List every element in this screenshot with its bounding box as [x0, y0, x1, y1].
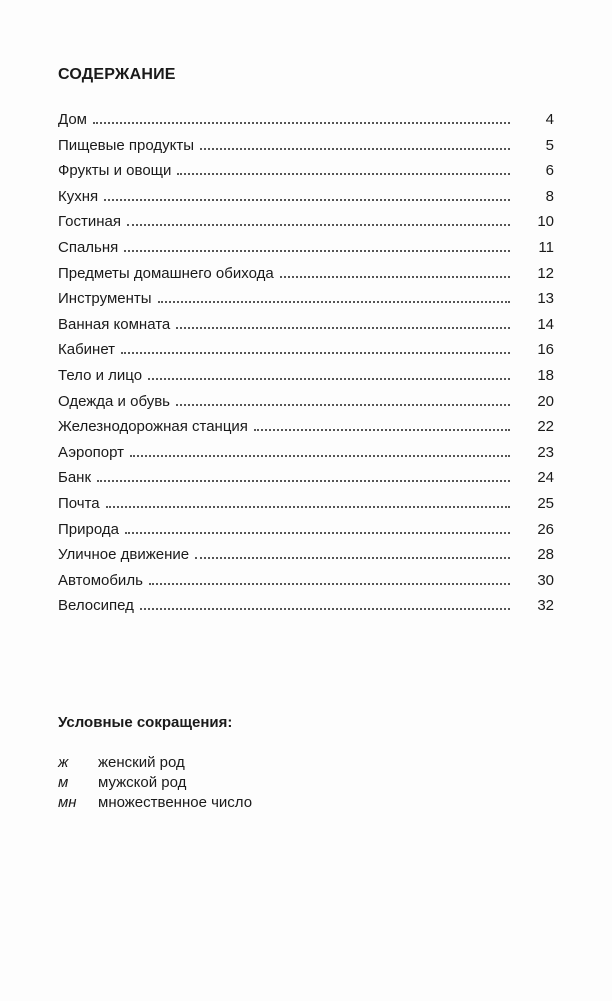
toc-entry-label: Фрукты и овощи [58, 162, 172, 180]
toc-leader-dots [97, 479, 510, 482]
toc-leader-dots [104, 198, 510, 201]
toc-entry[interactable] [58, 542, 554, 568]
toc-entry-page: 4 [545, 111, 554, 128]
toc-entry[interactable] [58, 209, 554, 235]
toc-leader-dots [106, 505, 510, 508]
toc-entry-label: Ванная комната [58, 315, 171, 333]
toc-leader-dots [93, 121, 510, 124]
toc-title: СОДЕРЖАНИЕ [58, 66, 176, 83]
toc-entry-page: 13 [537, 290, 554, 308]
toc-entry-page: 14 [537, 315, 554, 333]
toc-entry-label: Спальня [58, 238, 119, 256]
toc-entry-label: Банк [58, 469, 92, 487]
toc-entry[interactable] [58, 286, 554, 312]
toc-entry[interactable] [58, 107, 554, 133]
abbreviation-value: мужской род [98, 774, 187, 791]
toc-entry-label: Гостиная [58, 213, 121, 231]
abbreviation-key: мн [58, 794, 77, 811]
toc-list [58, 107, 554, 619]
toc-entry[interactable] [58, 414, 554, 440]
toc-leader-dots [125, 531, 510, 534]
toc-leader-dots [200, 147, 510, 150]
toc-entry-page: 20 [537, 392, 554, 410]
toc-entry[interactable] [58, 568, 554, 594]
toc-leader-dots [130, 454, 510, 457]
toc-entry-label: Почта [58, 494, 100, 512]
toc-entry-label: Велосипед [58, 597, 134, 615]
toc-entry-label: Дом [58, 111, 87, 128]
toc-entry[interactable] [58, 158, 554, 184]
toc-entry[interactable] [58, 312, 554, 338]
toc-entry-page: 30 [537, 571, 554, 589]
toc-leader-dots [195, 556, 510, 559]
toc-entry[interactable] [58, 491, 554, 517]
toc-entry[interactable] [58, 440, 554, 466]
toc-leader-dots [280, 275, 510, 278]
toc-entry-page: 18 [537, 366, 554, 384]
toc-entry[interactable] [58, 261, 554, 287]
toc-leader-dots [158, 300, 510, 303]
toc-entry-page: 28 [537, 546, 554, 564]
toc-entry-label: Аэропорт [58, 443, 125, 461]
abbreviation-value: женский род [98, 754, 185, 771]
toc-entry-label: Автомобиль [58, 571, 143, 589]
toc-entry-label: Пищевые продукты [58, 136, 195, 154]
toc-leader-dots [177, 172, 510, 175]
toc-entry-label: Тело и лицо [58, 366, 143, 384]
toc-entry-page: 25 [537, 494, 554, 512]
toc-entry[interactable] [58, 337, 554, 363]
toc-entry-label: Уличное движение [58, 546, 190, 564]
toc-entry[interactable] [58, 517, 554, 543]
abbreviation-key: м [58, 774, 69, 791]
toc-entry-label: Природа [58, 520, 119, 538]
toc-entry-page: 10 [537, 213, 554, 231]
abbreviation-item [58, 793, 252, 813]
toc-entry-page: 8 [545, 187, 554, 205]
toc-leader-dots [149, 582, 510, 585]
toc-leader-dots [124, 249, 510, 252]
toc-leader-dots [148, 377, 510, 380]
toc-entry[interactable] [58, 389, 554, 415]
toc-entry[interactable] [58, 363, 554, 389]
toc-entry-page: 24 [537, 469, 554, 487]
toc-entry[interactable] [58, 593, 554, 619]
toc-leader-dots [140, 607, 510, 610]
toc-leader-dots [254, 428, 510, 431]
toc-entry-label: Кухня [58, 187, 99, 205]
toc-entry[interactable] [58, 133, 554, 159]
toc-entry-page: 32 [537, 597, 554, 615]
toc-leader-dots [176, 326, 510, 329]
abbreviations-title: Условные сокращения: [58, 714, 233, 731]
toc-entry-page: 11 [538, 238, 554, 256]
toc-entry[interactable] [58, 184, 554, 210]
abbreviation-value: множественное число [98, 794, 253, 811]
abbreviation-item [58, 773, 252, 793]
toc-entry[interactable] [58, 465, 554, 491]
toc-entry-label: Одежда и обувь [58, 392, 170, 410]
toc-entry-page: 6 [545, 162, 554, 180]
toc-entry-label: Инструменты [58, 290, 152, 308]
toc-entry-page: 26 [537, 520, 554, 538]
toc-entry-page: 23 [537, 443, 554, 461]
abbreviations-list [58, 753, 252, 813]
toc-leader-dots [176, 403, 510, 406]
toc-entry-page: 16 [537, 341, 554, 359]
toc-entry-page: 12 [537, 264, 554, 282]
toc-entry-label: Кабинет [58, 341, 116, 359]
toc-leader-dots [121, 351, 510, 354]
toc-entry-label: Предметы домашнего обихода [58, 264, 274, 282]
abbreviation-item [58, 753, 252, 773]
abbreviation-key: ж [58, 754, 69, 771]
toc-entry-page: 5 [545, 136, 554, 154]
toc-entry-page: 22 [537, 418, 554, 436]
toc-entry[interactable] [58, 235, 554, 261]
toc-leader-dots [127, 223, 510, 226]
toc-entry-label: Железнодорожная станция [58, 418, 248, 436]
